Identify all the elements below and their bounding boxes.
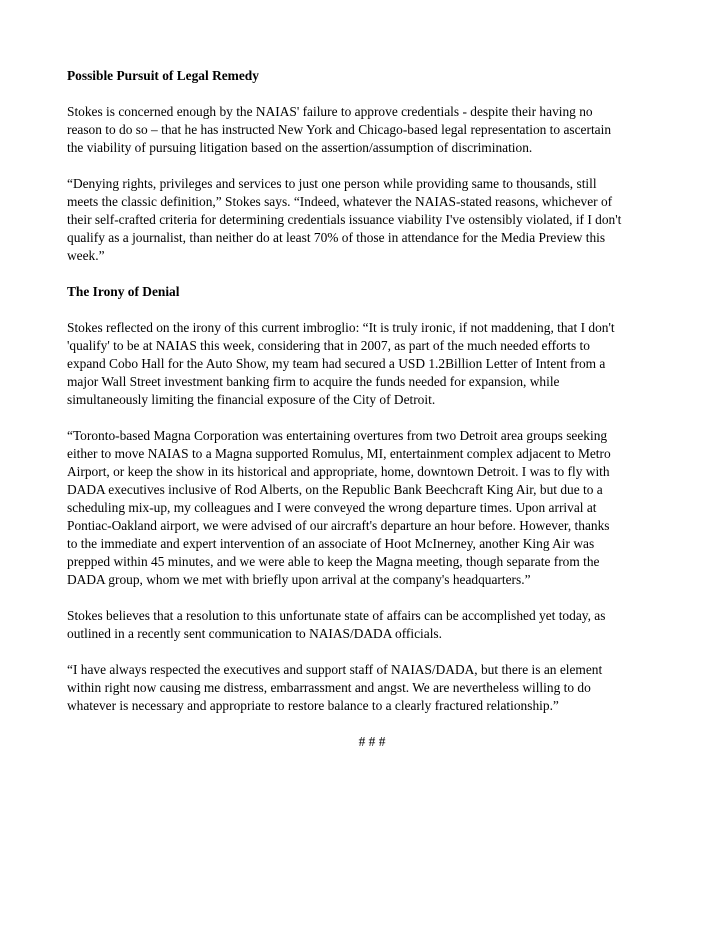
paragraph-2 bbox=[67, 175, 665, 265]
paragraph-line: prepped within 45 minutes, and we were able to keep the Magna meeting, though separate from the bbox=[67, 554, 600, 569]
paragraph-line: outlined in a recently sent communication to NAIAS/DADA officials. bbox=[67, 626, 442, 641]
paragraph-line: Airport, or keep the show in its historical and appropriate, home, downtown Detroit. I was to fly with bbox=[67, 464, 610, 479]
paragraph-line: Stokes is concerned enough by the NAIAS' failure to approve credentials - despite their having no bbox=[67, 104, 593, 119]
paragraph-line: either to move NAIAS to a Magna supported Romulus, MI, entertainment complex adjacent to Metro bbox=[67, 446, 611, 461]
paragraph-line: week.” bbox=[67, 248, 105, 263]
paragraph-line: the viability of pursuing litigation based on the assertion/assumption of discrimination. bbox=[67, 140, 533, 155]
paragraph-line: Stokes believes that a resolution to this unfortunate state of affairs can be accomplished yet today, as bbox=[67, 608, 606, 623]
document-sections bbox=[67, 67, 665, 715]
paragraph-line: “I have always respected the executives and support staff of NAIAS/DADA, but there is an element bbox=[67, 662, 603, 677]
paragraph-line: to the immediate and expert intervention of an associate of Hoot McInerney, another King Air was bbox=[67, 536, 595, 551]
end-mark: # # # bbox=[358, 734, 386, 749]
paragraph-line: “Denying rights, privileges and services to just one person while providing same to thousands, still bbox=[67, 176, 597, 191]
paragraph-line: their self-crafted criteria for determining credentials issuance viability I've ostensibly violated, if I don't bbox=[67, 212, 622, 227]
paragraph-line: DADA group, whom we met with briefly upon arrival at the company's headquarters.” bbox=[67, 572, 531, 587]
paragraph-4 bbox=[67, 427, 665, 589]
section-heading-1: Possible Pursuit of Legal Remedy bbox=[67, 68, 259, 83]
paragraph-line: reason to do so – that he has instructed New York and Chicago-based legal representation to ascertain bbox=[67, 122, 612, 137]
paragraph-line: major Wall Street investment banking firm to acquire the funds needed for expansion, while bbox=[67, 374, 560, 389]
paragraph-line: Pontiac-Oakland airport, we were advised of our aircraft's departure an hour before. However, thanks bbox=[67, 518, 610, 533]
paragraph-5 bbox=[67, 607, 665, 643]
paragraph-3 bbox=[67, 319, 665, 409]
paragraph-line: scheduling mix-up, my colleagues and I were conveyed the wrong departure times. Upon arrival at bbox=[67, 500, 597, 515]
paragraph-line: DADA executives inclusive of Rod Alberts, on the Republic Bank Beechcraft King Air, but due to a bbox=[67, 482, 603, 497]
section-heading-2: The Irony of Denial bbox=[67, 284, 180, 299]
paragraph-line: simultaneously limiting the financial exposure of the City of Detroit. bbox=[67, 392, 436, 407]
paragraph-line: “Toronto-based Magna Corporation was entertaining overtures from two Detroit area groups seeking bbox=[67, 428, 608, 443]
paragraph-line: whatever is necessary and appropriate to restore balance to a clearly fractured relationship.” bbox=[67, 698, 559, 713]
paragraph-line: meets the classic definition,” Stokes says. “Indeed, whatever the NAIAS-stated reasons, whichever of bbox=[67, 194, 613, 209]
paragraph-6 bbox=[67, 661, 665, 715]
paragraph-line: 'qualify' to be at NAIAS this week, considering that in 2007, as part of the much needed efforts to bbox=[67, 338, 590, 353]
paragraph-1 bbox=[67, 103, 665, 157]
document-body bbox=[67, 67, 665, 751]
paragraph-line: expand Cobo Hall for the Auto Show, my team had secured a USD 1.2Billion Letter of Intent from a bbox=[67, 356, 606, 371]
paragraph-line: qualify as a journalist, than neither do at least 70% of those in attendance for the Media Preview this bbox=[67, 230, 606, 245]
paragraph-line: Stokes reflected on the irony of this current imbroglio: “It is truly ironic, if not maddening, that I don't bbox=[67, 320, 615, 335]
paragraph-line: within right now causing me distress, embarrassment and angst. We are nevertheless willing to do bbox=[67, 680, 591, 695]
